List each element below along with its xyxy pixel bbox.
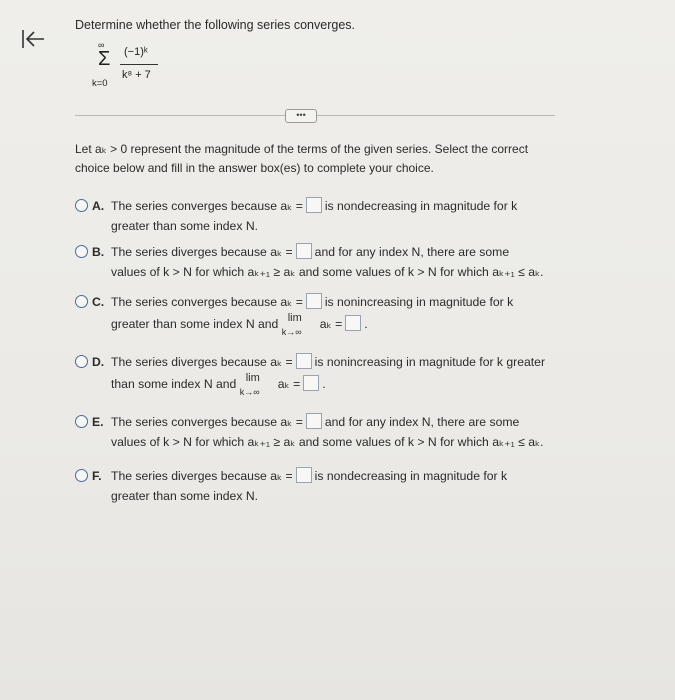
series-numerator: (−1)ᵏ (124, 46, 148, 58)
radio-a[interactable] (75, 199, 88, 212)
choice-text: is nondecreasing in magnitude for k (314, 469, 508, 483)
choice-text: is nondecreasing in magnitude for k (324, 199, 518, 213)
radio-b[interactable] (75, 245, 88, 258)
answer-box[interactable] (306, 293, 322, 309)
choice-letter: C. (92, 295, 105, 309)
limit-expression (239, 372, 278, 397)
limit-term: aₖ = (277, 377, 301, 391)
sum-symbol: Σ (98, 48, 111, 70)
choice-text: greater than some index N. (111, 219, 259, 233)
limit-label: lim (245, 372, 260, 384)
fraction-bar (120, 64, 158, 65)
choice-text: The series diverges because aₖ = (111, 469, 293, 483)
choice-letter: D. (92, 355, 105, 369)
choice-text: values of k > N for which aₖ₊₁ ≥ aₖ and some values of k > N for which aₖ₊₁ ≤ aₖ. (111, 265, 544, 279)
radio-c[interactable] (75, 295, 88, 308)
limit-subscript: k→∞ (239, 387, 260, 397)
choice-text: and for any index N, there are some (314, 245, 510, 259)
choice-text: greater than some index N. (111, 489, 259, 503)
answer-box[interactable] (296, 353, 312, 369)
choice-text: than some index N and (111, 377, 237, 391)
series-denominator: k⁸ + 7 (122, 69, 151, 81)
radio-d[interactable] (75, 355, 88, 368)
answer-box[interactable] (306, 413, 322, 429)
choice-text: The series converges because aₖ = (111, 295, 303, 309)
back-arrow-icon[interactable] (20, 28, 46, 50)
choice-text: values of k > N for which aₖ₊₁ ≥ aₖ and some values of k > N for which aₖ₊₁ ≤ aₖ. (111, 435, 544, 449)
choice-text: is nonincreasing in magnitude for k greater (314, 355, 546, 369)
more-button[interactable]: ••• (285, 109, 317, 123)
radio-f[interactable] (75, 469, 88, 482)
answer-box[interactable] (296, 467, 312, 483)
choice-text: and for any index N, there are some (324, 415, 520, 429)
answer-box[interactable] (345, 315, 361, 331)
choice-letter: B. (92, 245, 105, 259)
series-lower-limit: k=0 (92, 78, 108, 89)
choice-letter: E. (92, 415, 104, 429)
answer-box[interactable] (296, 243, 312, 259)
answer-box[interactable] (303, 375, 319, 391)
limit-expression (281, 312, 320, 337)
radio-e[interactable] (75, 415, 88, 428)
limit-label: lim (287, 312, 302, 324)
series-upper-limit: ∞ (98, 40, 105, 50)
answer-box[interactable] (306, 197, 322, 213)
choice-text: The series diverges because aₖ = (111, 355, 293, 369)
choice-letter: A. (92, 199, 105, 213)
choice-letter: F. (92, 469, 102, 483)
question-page: Determine whether the following series converges. ∞ Σ k=0 (−1)ᵏ k⁸ + 7 ••• Let aₖ > 0 represent the magnitude of the terms of the given series. Select the correct choice below and fill in the answer box(es) to complete your choice. A. The series converges because aₖ = is nondecreasing in magnitude for k greater than some index N. B. The series diverges because aₖ = and for any index N, there are some values of k > N for which aₖ₊₁ ≥ aₖ and some values of k > N for which aₖ₊₁ ≤ aₖ. C. The series converges because aₖ = is nonincreasing in magnitude for k greater than some index N and lim k→∞ aₖ = . D. The series diverges because aₖ = is nonincreasing in magnitude for k greater than some index N and lim k→∞ aₖ = . E. The series converges because aₖ = and for any index N, there are some values of k > N for which aₖ₊₁ ≥ aₖ and some values of k > N for which aₖ₊₁ ≤ aₖ. F. The series diverges because aₖ = is nondecreasing in magnitude for k greater than some index N. (0, 0, 675, 700)
limit-term: aₖ = (319, 317, 343, 331)
series-expression (92, 40, 182, 100)
limit-subscript: k→∞ (281, 327, 302, 337)
choice-text: The series converges because aₖ = (111, 415, 303, 429)
question-prompt: Determine whether the following series converges. (75, 18, 355, 32)
choice-text: The series converges because aₖ = (111, 199, 303, 213)
instruction-text: Let aₖ > 0 represent the magnitude of the terms of the given series. Select the correct choice below and fill in the answer box(es) to complete your choice. (75, 142, 529, 175)
choice-text: The series diverges because aₖ = (111, 245, 293, 259)
choice-text: greater than some index N and (111, 317, 279, 331)
choice-text: is nonincreasing in magnitude for k (324, 295, 514, 309)
